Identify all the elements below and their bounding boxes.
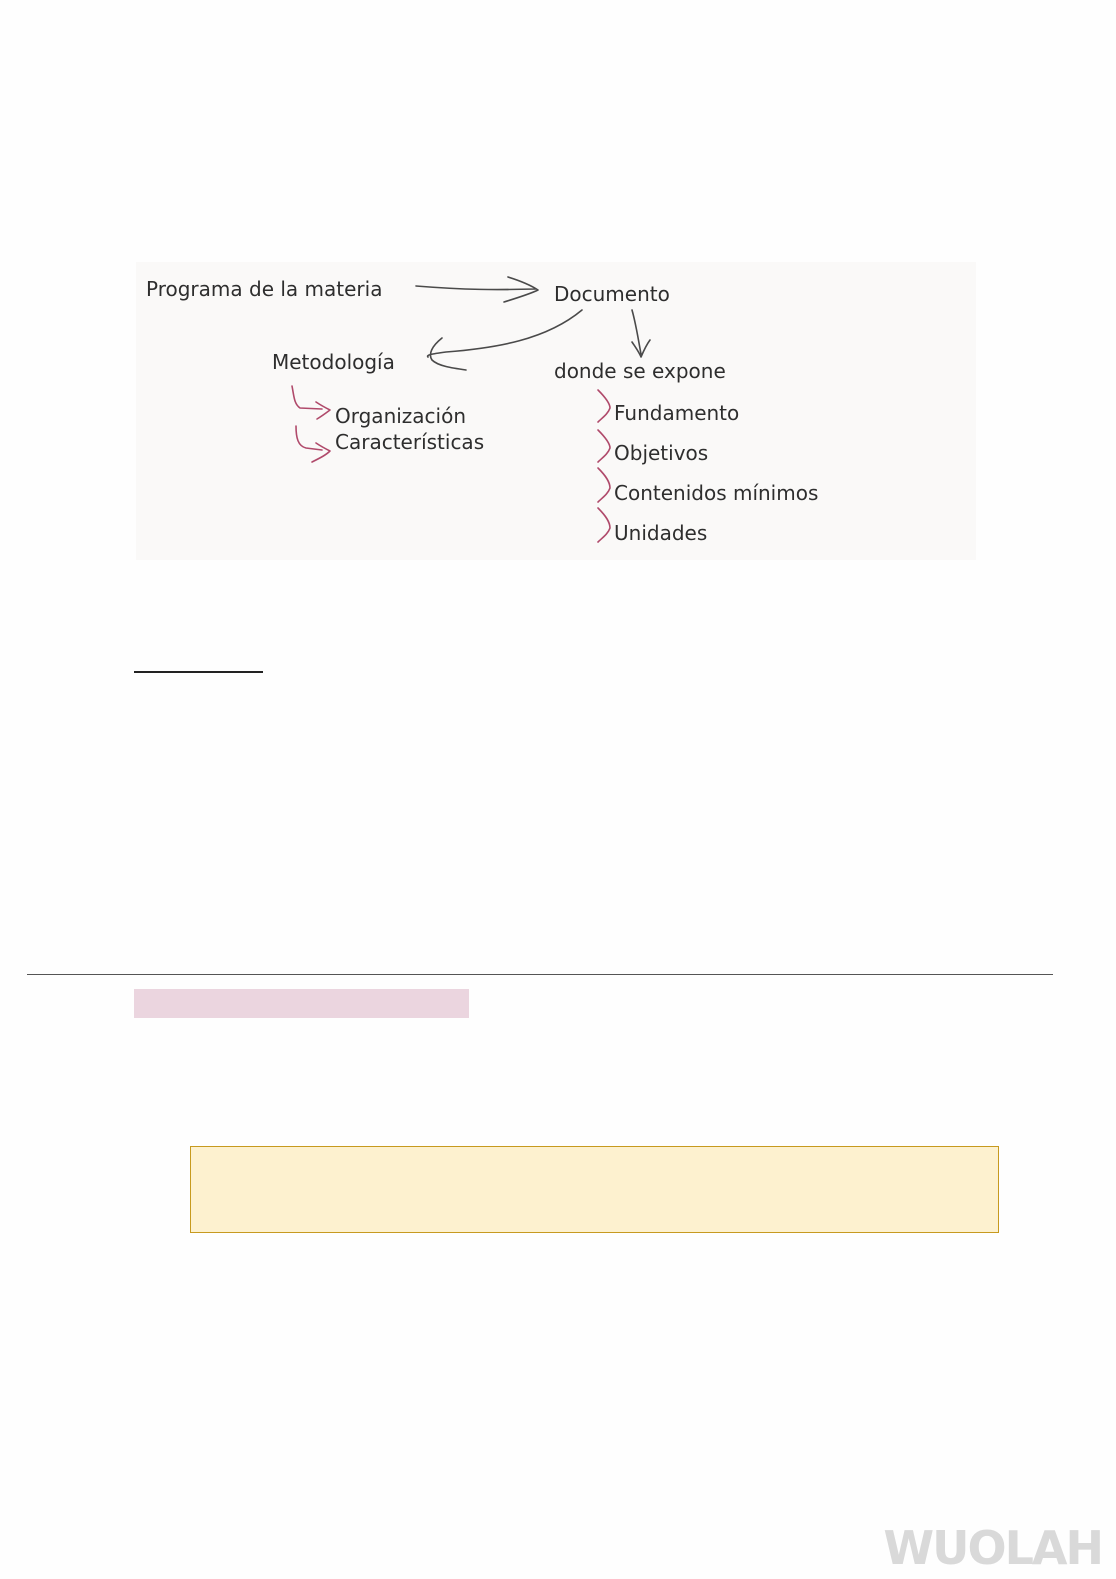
label-caracteristicas: Características [335,430,485,454]
chevron-objetivos [598,430,610,462]
concept-map-diagram [136,262,976,560]
pink-highlight-bar [134,989,469,1018]
arrow-documento-expone [632,310,650,357]
arrow-programa-documento [416,277,538,302]
watermark-logo: WUOLAH [883,1521,1102,1575]
heading-underline [134,671,263,673]
label-programa: Programa de la materia [146,277,383,301]
chevron-unidades [598,508,610,542]
label-objetivos: Objetivos [614,441,709,465]
label-metodologia: Metodología [272,350,395,374]
connector-caracteristicas [296,426,330,462]
chevron-contenidos [598,468,610,502]
connector-organizacion [292,386,330,419]
page-divider [27,974,1053,975]
label-organizacion: Organización [335,404,467,428]
label-unidades: Unidades [614,521,708,545]
note-box [190,1146,999,1233]
label-contenidos-minimos: Contenidos mínimos [614,481,819,505]
label-fundamento: Fundamento [614,401,740,425]
label-donde-se-expone: donde se expone [554,359,726,383]
label-documento: Documento [554,282,670,306]
chevron-fundamento [598,390,610,422]
concept-map-svg [136,262,976,560]
